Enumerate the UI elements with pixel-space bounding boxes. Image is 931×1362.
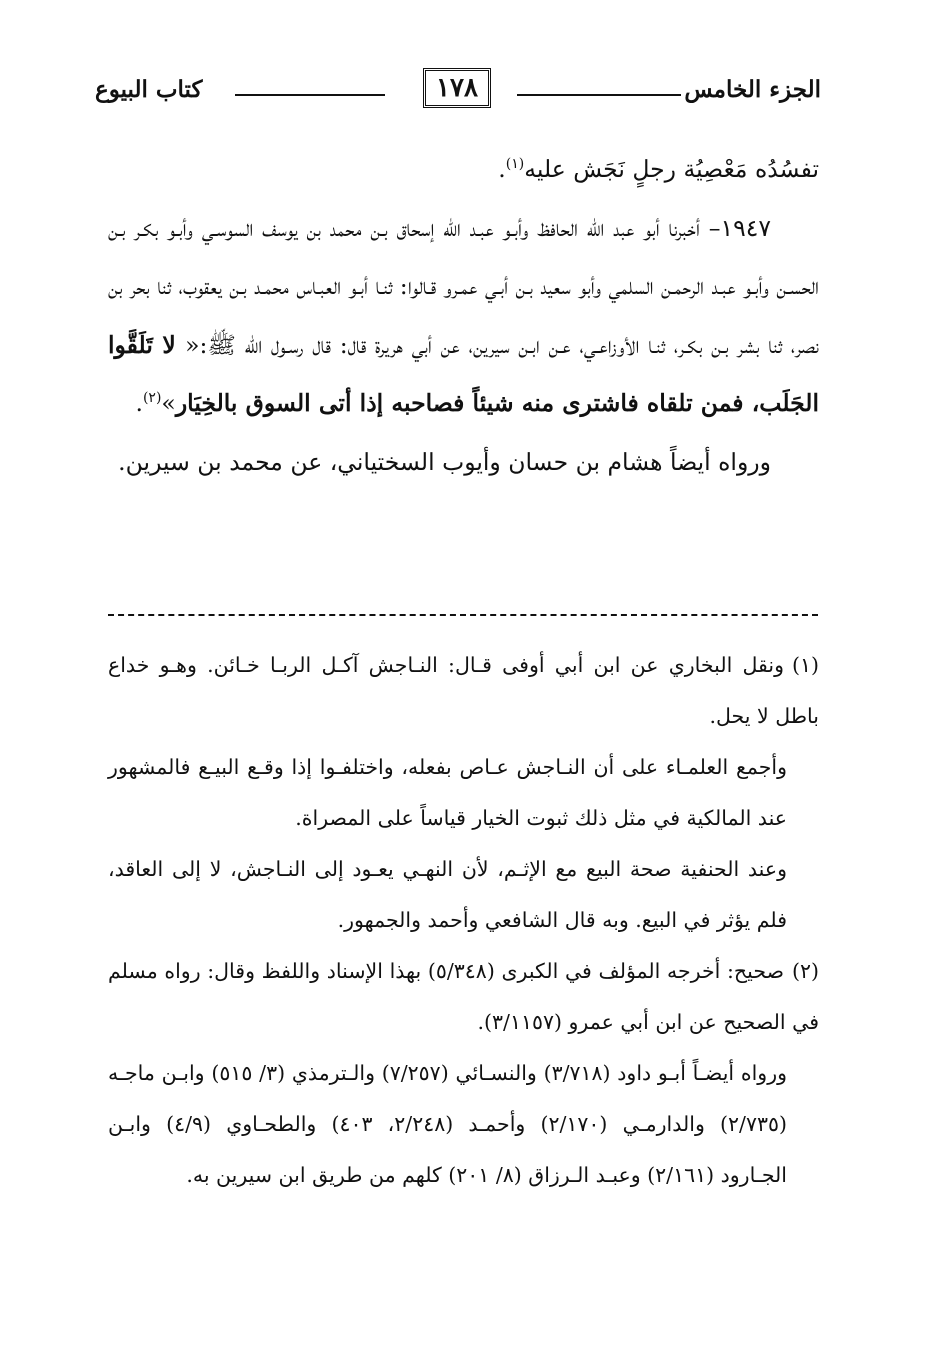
hadith-text: لا تَلَقَّوا الجَلَب، فمن تلقاه فاشترى منه شيئاً فصاحبه إذا أتى السوق بالخِيَار: [108, 330, 819, 417]
footnote-2-para-2: ورواه أيضـاً أبـو داود (٣/٧١٨) والنسـائي (٧/٢٥٧) والـترمذي (٣/ ٥١٥) وابـن ماجـه (٢/٧٣٥) والدارمـي (٢/١٧٠) وأحمـد (٢/٢٤٨، ٤٠٣) والطحـاوي (٤/٩) وابـن الجـارود (٢/١٦١) وعبـد الـرزاق (٨/ ٢٠١) كلهم من طريق ابن سيرين به.: [108, 1061, 787, 1187]
main-text: [108, 140, 819, 491]
paragraph-other-narrations: ورواه أيضاً هشام بن حسان وأيوب السختياني، عن محمد بن سيرين.: [118, 447, 771, 476]
footnote-2: (٢)صحيح: أخرجه المؤلف في الكبرى (٥/٣٤٨) بهذا الإسناد واللفظ وقال: رواه مسلم في الصحيح عن ابن أبي عمرو (٣/١١٥٧).: [108, 959, 819, 1034]
footnote-ref-1: (١): [505, 156, 525, 173]
hadith-1947: ١٩٤٧– أخبرنا أبو عبد الله الحافظ وأبـو عبـد الله إسحاق بـن محمد بن يوسف السوسـي وأبـو بكـر بـن الحسـن وأبـو عبـد الرحمـن السلمي وأبو سعيد بـن أبـي عمـرو قـالوا: ثنـا أبـو العبـاس محمـد بـن يعقوب، ثنا بحر بن نصر، ثنا بشر بـن بكـر، ثنـا الأوزاعـي، عـن ابـن سيرين، عن أبي هريرة قال: قال رسـول الله ﷺ:« لا تَلَقَّوا الجَلَب، فمن تلقاه فاشترى منه شيئاً فصاحبه إذا أتى السوق بالخِيَار»$^{(٢)}$.: [108, 213, 819, 417]
footnote-1-para-3: وعند الحنفية صحة البيع مع الإثـم، لأن النهـي يعـود إلى النـاجش، لا إلى العاقد، فلم يؤثر في البيع. وبه قال الشافعي وأحمد والجمهور.: [108, 857, 787, 932]
footnote-1: (١)ونقل البخاري عن ابن أبي أوفى قـال: النـاجش آكـل الربـا خـائن. وهـو خداع باطل لا يحل.: [108, 653, 819, 728]
header-rule-left: [235, 94, 385, 96]
footnote-separator: [108, 614, 818, 616]
book-title: كتاب البيوع: [95, 76, 203, 103]
page-number: ١٧٨: [423, 68, 491, 108]
volume-title: الجزء الخامس: [684, 76, 821, 103]
running-header: [95, 60, 821, 120]
footnote-1-para-2: وأجمع العلمـاء على أن النـاجش عـاص بفعله، واختلفـوا إذا وقـع البيـع فالمشهور عند المالكية في مثل ذلك ثبوت الخيار قياساً على المصراة.: [108, 755, 787, 830]
footnote-ref-2: (٢): [142, 390, 162, 407]
footnotes: [108, 640, 819, 1201]
header-rule-right: [517, 94, 681, 96]
paragraph-continuation: تفسُدُه مَعْصِيُة رجلٍ نَجَش عليه$^{(١)}$.: [498, 155, 819, 183]
